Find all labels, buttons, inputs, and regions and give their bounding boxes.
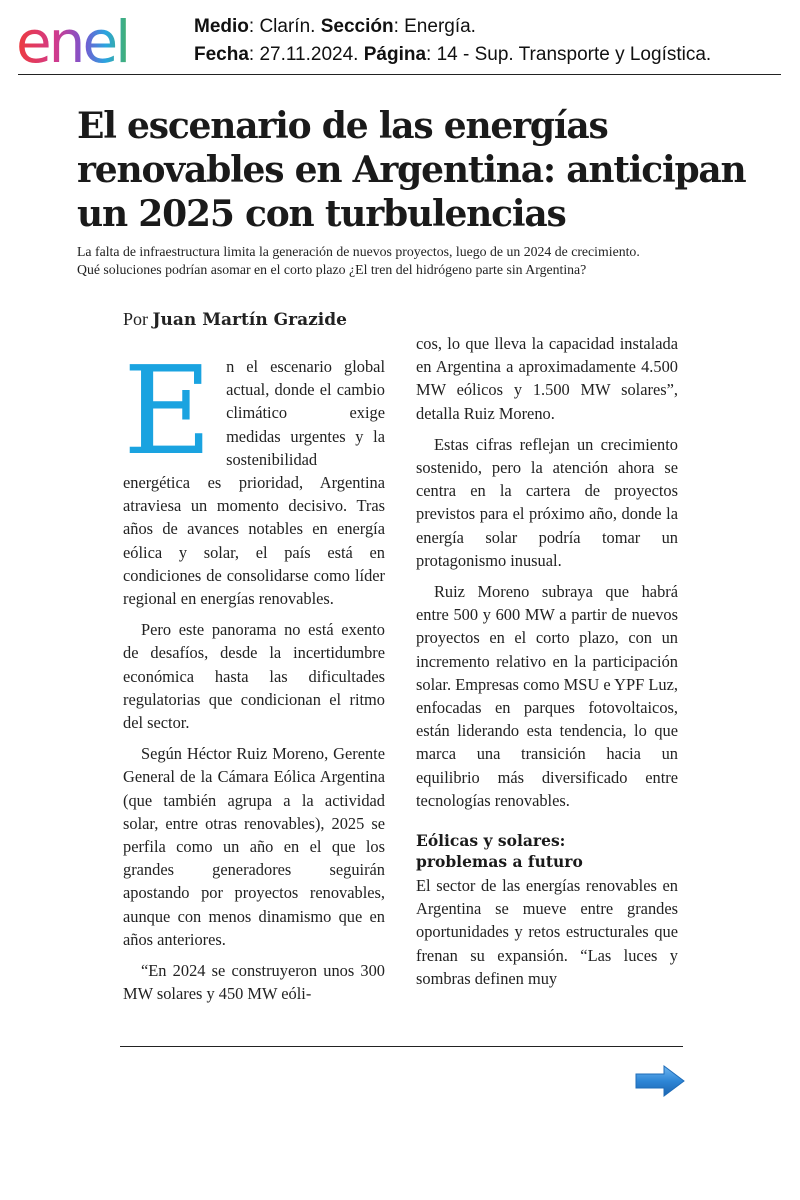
medio-value: : Clarín. [248, 16, 321, 37]
paragraph: Estas cifras reflejan un crecimiento sostenido, pero la atención ahora se centra en la cartera de proyectos previstos para el próximo año, donde la energía solar podría tomar un protagonismo inusual. [416, 434, 678, 570]
subtitle-line-2: problemas a futuro [416, 852, 583, 872]
publication-meta [194, 13, 711, 69]
header-divider [18, 74, 781, 75]
arrow-right-icon[interactable] [634, 1064, 686, 1098]
svg-text:enel: enel [16, 12, 129, 70]
meta-line-1 [194, 13, 711, 41]
paragraph: “En 2024 se construyeron unos 300 MW solares y 450 MW eóli- [123, 961, 385, 1004]
fecha-label: Fecha [194, 44, 249, 65]
paragraph: cos, lo que lleva la capacidad instalada en Argentina a aproximadamente 4.500 MW eólicos y 1.500 MW solares”, detalla Ruiz Moreno. [416, 334, 678, 423]
footer-divider [120, 1046, 683, 1047]
article-column-1 [123, 340, 385, 1013]
paragraph: El sector de las energías renovables en Argentina se mueve entre grandes oportunidades y retos estructurales que frenan su expansión. “Las luces y sombras definen muy [416, 876, 678, 988]
subhead-line-2: Qué soluciones podrían asomar en el corto plazo ¿El tren del hidrógeno parte sin Argentina? [77, 262, 587, 277]
enel-logo [16, 12, 168, 70]
article-subhead [77, 243, 777, 279]
paragraph: n el escenario global actual, donde el cambio climático exige medidas urgentes y la sostenibilidad energética es prioridad, Argentina atraviesa un momento decisivo. Tras años de avances notables en energía eólica y solar, el país está en condiciones de consolidarse como líder regional en energías renovables. [123, 357, 385, 609]
article-headline: El escenario de las energías renovables en Argentina: anticipan un 2025 con turbulencias [77, 105, 746, 235]
page-header [0, 0, 800, 80]
fecha-value: : 27.11.2024. [248, 44, 364, 65]
meta-line-2 [194, 41, 711, 69]
byline [123, 309, 347, 330]
section-subtitle [416, 830, 678, 872]
pagina-value: : 14 - Sup. Transporte y Logística. [426, 44, 712, 65]
author-name: Juan Martín Grazide [152, 310, 347, 330]
byline-prefix: Por [123, 309, 153, 329]
paragraph: Ruiz Moreno subraya que habrá entre 500 y 600 MW a partir de nuevos proyectos en el corto plazo, con un incremento relativo en la participación solar. Empresas como MSU e YPF Luz, enfocadas en parques fotovoltaicos, están liderando esta tendencia, lo que marca una transición hacia un equilibrio más diversificado entre tecnologías renovables. [416, 582, 678, 810]
subhead-line-1: La falta de infraestructura limita la generación de nuevos proyectos, luego de un 2024 de crecimiento. [77, 244, 640, 259]
seccion-value: : Energía. [393, 16, 476, 37]
medio-label: Medio [194, 16, 249, 37]
article-column-2 [416, 332, 678, 998]
subtitle-line-1: Eólicas y solares: [416, 831, 566, 851]
drop-cap: E [123, 340, 213, 482]
paragraph: Según Héctor Ruiz Moreno, Gerente General de la Cámara Eólica Argentina (que también agrupa a la actividad solar, entre otras renovables), 2025 se perfila como un año en el que los grandes generadores seguirán apostando por proyectos renovables, aunque con menos dinamismo que en años anteriores. [123, 744, 385, 949]
paragraph: Pero este panorama no está exento de desafíos, desde la incertidumbre económica hasta las dificultades regulatorias que condicionan el ritmo del sector. [123, 620, 385, 733]
seccion-label: Sección [320, 16, 394, 37]
pagina-label: Página [363, 44, 427, 65]
